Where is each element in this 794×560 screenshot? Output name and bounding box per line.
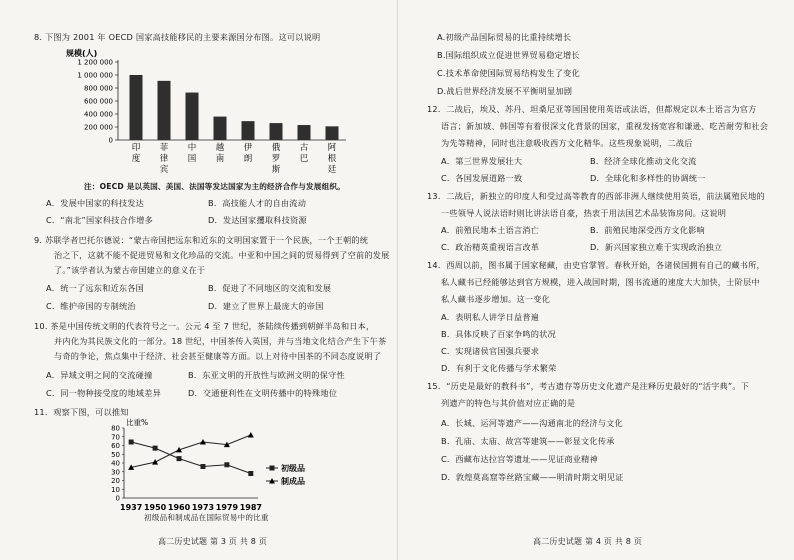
series-1-point <box>129 440 134 445</box>
line-chart-xtick-label: 1937 <box>120 503 143 512</box>
line-chart-xtick-label: 1987 <box>239 503 262 512</box>
bar-6 <box>270 123 283 140</box>
line-chart-ytick-label: 20 <box>111 477 120 485</box>
q9-option-a: A．统一了远东和近东各国 <box>46 283 145 293</box>
q15-option-c: C．西藏布达拉宫等遗址——见证商业精神 <box>441 454 598 464</box>
line-chart-xtick-label: 1979 <box>215 503 239 512</box>
page-4 <box>397 0 794 560</box>
q10-line2: 并内化为其民族文化的一部分。18 世纪，中国茶传入英国，并与当地文化结合产生下午茶 <box>54 336 387 346</box>
q10-line1: 10. 茶是中国传统文明的代表符号之一。公元 4 至 7 世纪，茶陆续传播到朝鲜半岛和日本， <box>34 321 375 331</box>
legend-marker-1 <box>270 466 275 471</box>
line-chart-xtick-label: 1973 <box>191 503 215 512</box>
q12-option-d: D．全球化和多样性的协调统一 <box>590 173 706 183</box>
bar-chart-xtick-label: 菲律宾 <box>159 143 169 175</box>
line-chart-ytick-label: 0 <box>115 494 120 503</box>
bar-chart-xtick-label: 印度 <box>131 143 141 164</box>
page-4-footer: 高二历史试题 第 4 页 共 8 页 <box>533 537 643 546</box>
bar-chart-ytick-label: 800 000 <box>84 84 113 93</box>
q12-line3: 为先等精神，同时也注意吸收西方文化精华。这些现象说明，二战后 <box>441 138 693 148</box>
q13-line2: 一些领导人说法语时则比讲法语自豪，热衷于用法国艺术品装饰房间。这说明 <box>441 208 727 218</box>
q11-option-c: C.技术革命使国际贸易结构发生了变化 <box>437 68 580 78</box>
bar-4 <box>214 117 227 140</box>
q13-option-a: A．前殖民地本土语言消亡 <box>441 225 540 235</box>
bar-chart-ytick-label: 1 200 000 <box>77 58 113 67</box>
q8-option-c: C．“南北”国家科技合作增多 <box>46 215 154 225</box>
bar-chart-ytick-label: 200 000 <box>84 123 113 132</box>
q8-option-a: A．发展中国家的科技发达 <box>46 198 145 208</box>
q12-line1: 12．二战后，埃及、苏丹、坦桑尼亚等国国使用英语或法语，但都规定以本土语言为官方 <box>427 104 757 114</box>
line-chart-ylabel: 比重% <box>126 418 149 427</box>
q11-option-a: A.初级产品国际贸易的比重持续增长 <box>437 32 572 42</box>
q9-line2: 治之下，这就不能不促进贸易和文化珍品的交流。中亚和中国之间的贸易得到了空前的发展 <box>54 250 390 260</box>
q14-option-c: C．实现诸侯官国强兵要求 <box>441 346 540 356</box>
q8-note: 注：OECD 是以英国、美国、法国等发达国家为主的经济合作与发展组织。 <box>84 182 345 191</box>
bar-chart-ytick-label: 0 <box>108 136 113 145</box>
bar-chart-xtick-label: 伊朗 <box>243 143 253 164</box>
q15-line1: 15．“历史是最好的教科书”，考古遗存等历史文化遗产是注释历史最好的“活字典”。下 <box>427 381 750 391</box>
q8-option-d: D．发达国家攫取科技资源 <box>208 215 307 225</box>
q13-option-c: C．政治精英重视语言改革 <box>441 242 540 252</box>
series-1-point <box>200 464 205 469</box>
q8-bar-chart <box>62 48 352 180</box>
page-3-footer: 高二历史试题 第 3 页 共 8 页 <box>158 537 268 546</box>
bar-chart-ylabel: 规模(人) <box>66 49 98 58</box>
line-chart-ytick-label: 80 <box>111 424 120 433</box>
q11-line-chart <box>104 418 344 512</box>
q15-option-b: B．孔庙、太庙、故宫等建筑——彰显文化传承 <box>441 436 615 446</box>
q10-line3: 与奇的争论，焦点集中于经济、社会甚至健康等方面。以上对待中国茶的不同态度说明了 <box>54 351 382 361</box>
legend-label-2: 制成品 <box>281 477 305 486</box>
q10-option-c: C．同一物种接受度的地域差异 <box>46 388 161 398</box>
q15-option-d: D．敦煌莫高窟等丝路宝藏——明清时期文明见证 <box>441 472 624 482</box>
q10-option-d: D．交通便利性在文明传播中的特殊地位 <box>188 388 338 398</box>
q14-option-d: D．有利于文化传播与学术繁荣 <box>441 363 557 373</box>
q9-option-d: D．建立了世界上最庞大的帝国 <box>208 301 324 311</box>
bar-chart-ytick-label: 600 000 <box>84 97 113 106</box>
q15-option-a: A．长城、运河等遗产——沟通南北的经济与文化 <box>441 418 623 428</box>
q10-option-b: B．东亚文明的开放性与欧洲文明的保守性 <box>188 370 345 380</box>
q11-option-b: B.国际组织成立促进世界贸易稳定增长 <box>437 50 580 60</box>
bar-chart-xtick-label: 中国 <box>187 143 197 164</box>
q11-caption: 初级品和制成品在国际贸易中的比重 <box>144 513 269 522</box>
series-line-1 <box>131 442 251 474</box>
line-chart-ytick-label: 70 <box>111 433 120 442</box>
bar-7 <box>298 125 311 140</box>
bar-1 <box>130 75 143 140</box>
q9-option-c: C．维护帝国的专制统治 <box>46 301 136 311</box>
line-chart-xtick-label: 1960 <box>167 503 191 512</box>
line-chart-ytick-label: 30 <box>111 468 120 477</box>
bar-chart-ytick-label: 1 000 000 <box>77 71 113 80</box>
q14-line3: 私人藏书逐步增加。这一变化 <box>441 294 551 304</box>
bar-2 <box>158 81 171 140</box>
legend-label-1: 初级品 <box>281 464 305 473</box>
q15-line2: 列遗产的特色与其价值对应正确的是 <box>441 398 576 408</box>
bar-chart-ytick-label: 400 000 <box>84 110 113 119</box>
q12-option-b: B．经济全球化推动文化交流 <box>590 156 697 166</box>
series-2-point <box>248 432 254 438</box>
q8-stem: 8. 下图为 2001 年 OECD 国家高技能移民的主要来源国分布图。这可以说明 <box>34 32 321 42</box>
q13-option-b: B．前殖民地深受西方文化影响 <box>590 225 705 235</box>
bar-chart-xtick-label: 越南 <box>215 143 225 164</box>
q14-line1: 14．西周以前，图书属于国家秘藏，由史官掌管。春秋开始，各诸侯国拥有自己的藏书所， <box>427 260 765 270</box>
q14-option-b: B．具体反映了百家争鸣的状况 <box>441 329 556 339</box>
series-2-point <box>152 459 158 465</box>
q8-option-b: B．高技能人才的自由流动 <box>208 198 307 208</box>
q13-option-d: D．新兴国家独立难于实现政治独立 <box>590 242 723 252</box>
line-chart-ytick-label: 60 <box>111 442 120 450</box>
q9-option-b: B．促进了不同地区的交流和发展 <box>208 283 332 293</box>
series-1-point <box>177 456 182 461</box>
bar-5 <box>242 121 255 140</box>
bar-chart-xtick-label: 古巴 <box>299 143 309 164</box>
series-1-point <box>153 446 158 451</box>
q9-line1: 9. 苏联学者巴托尔德说：“蒙古帝国把远东和近东的文明国家置于一个民族，一个王朝的统 <box>34 235 369 245</box>
line-chart-ytick-label: 50 <box>111 450 120 459</box>
q12-option-c: C．各国发展道路一致 <box>441 173 523 183</box>
q11-stem: 11．观察下图，可以推知 <box>34 407 129 417</box>
q11-option-d: D.战后世界经济发展不平衡明显加剧 <box>437 86 573 96</box>
bar-chart-xtick-label: 俄罗斯 <box>271 143 281 175</box>
q9-line3: 了。”该学者认为蒙古帝国建立的意义在于 <box>54 265 206 275</box>
q13-line1: 13．二战后，新独立的印度人和受过高等教育的西部非洲人继续使用英语，前法属殖民地的 <box>427 191 765 201</box>
line-chart-ytick-label: 40 <box>111 459 120 468</box>
series-1-point <box>224 462 229 467</box>
q10-option-a: A．异域文明之间的交流碰撞 <box>46 370 153 380</box>
q12-line2: 语言；新加坡、韩国等有着很深文化背景的国家，重视发扬宽容和谦逊、吃苦耐劳和社会 <box>441 121 769 131</box>
bar-8 <box>326 126 339 140</box>
bar-3 <box>186 93 199 140</box>
line-chart-xtick-label: 1950 <box>143 503 167 512</box>
q12-option-a: A．第三世界发展壮大 <box>441 156 523 166</box>
line-chart-ytick-label: 10 <box>111 485 120 494</box>
series-1-point <box>248 471 253 476</box>
q14-line2: 私人藏书已经能够达到官方规模，进入战国时期，图书流通的速度大大加快，士阶层中 <box>441 277 760 287</box>
q14-option-a: A．表明私人讲学日益普遍 <box>441 312 540 322</box>
bar-chart-xtick-label: 阿根廷 <box>327 143 337 175</box>
